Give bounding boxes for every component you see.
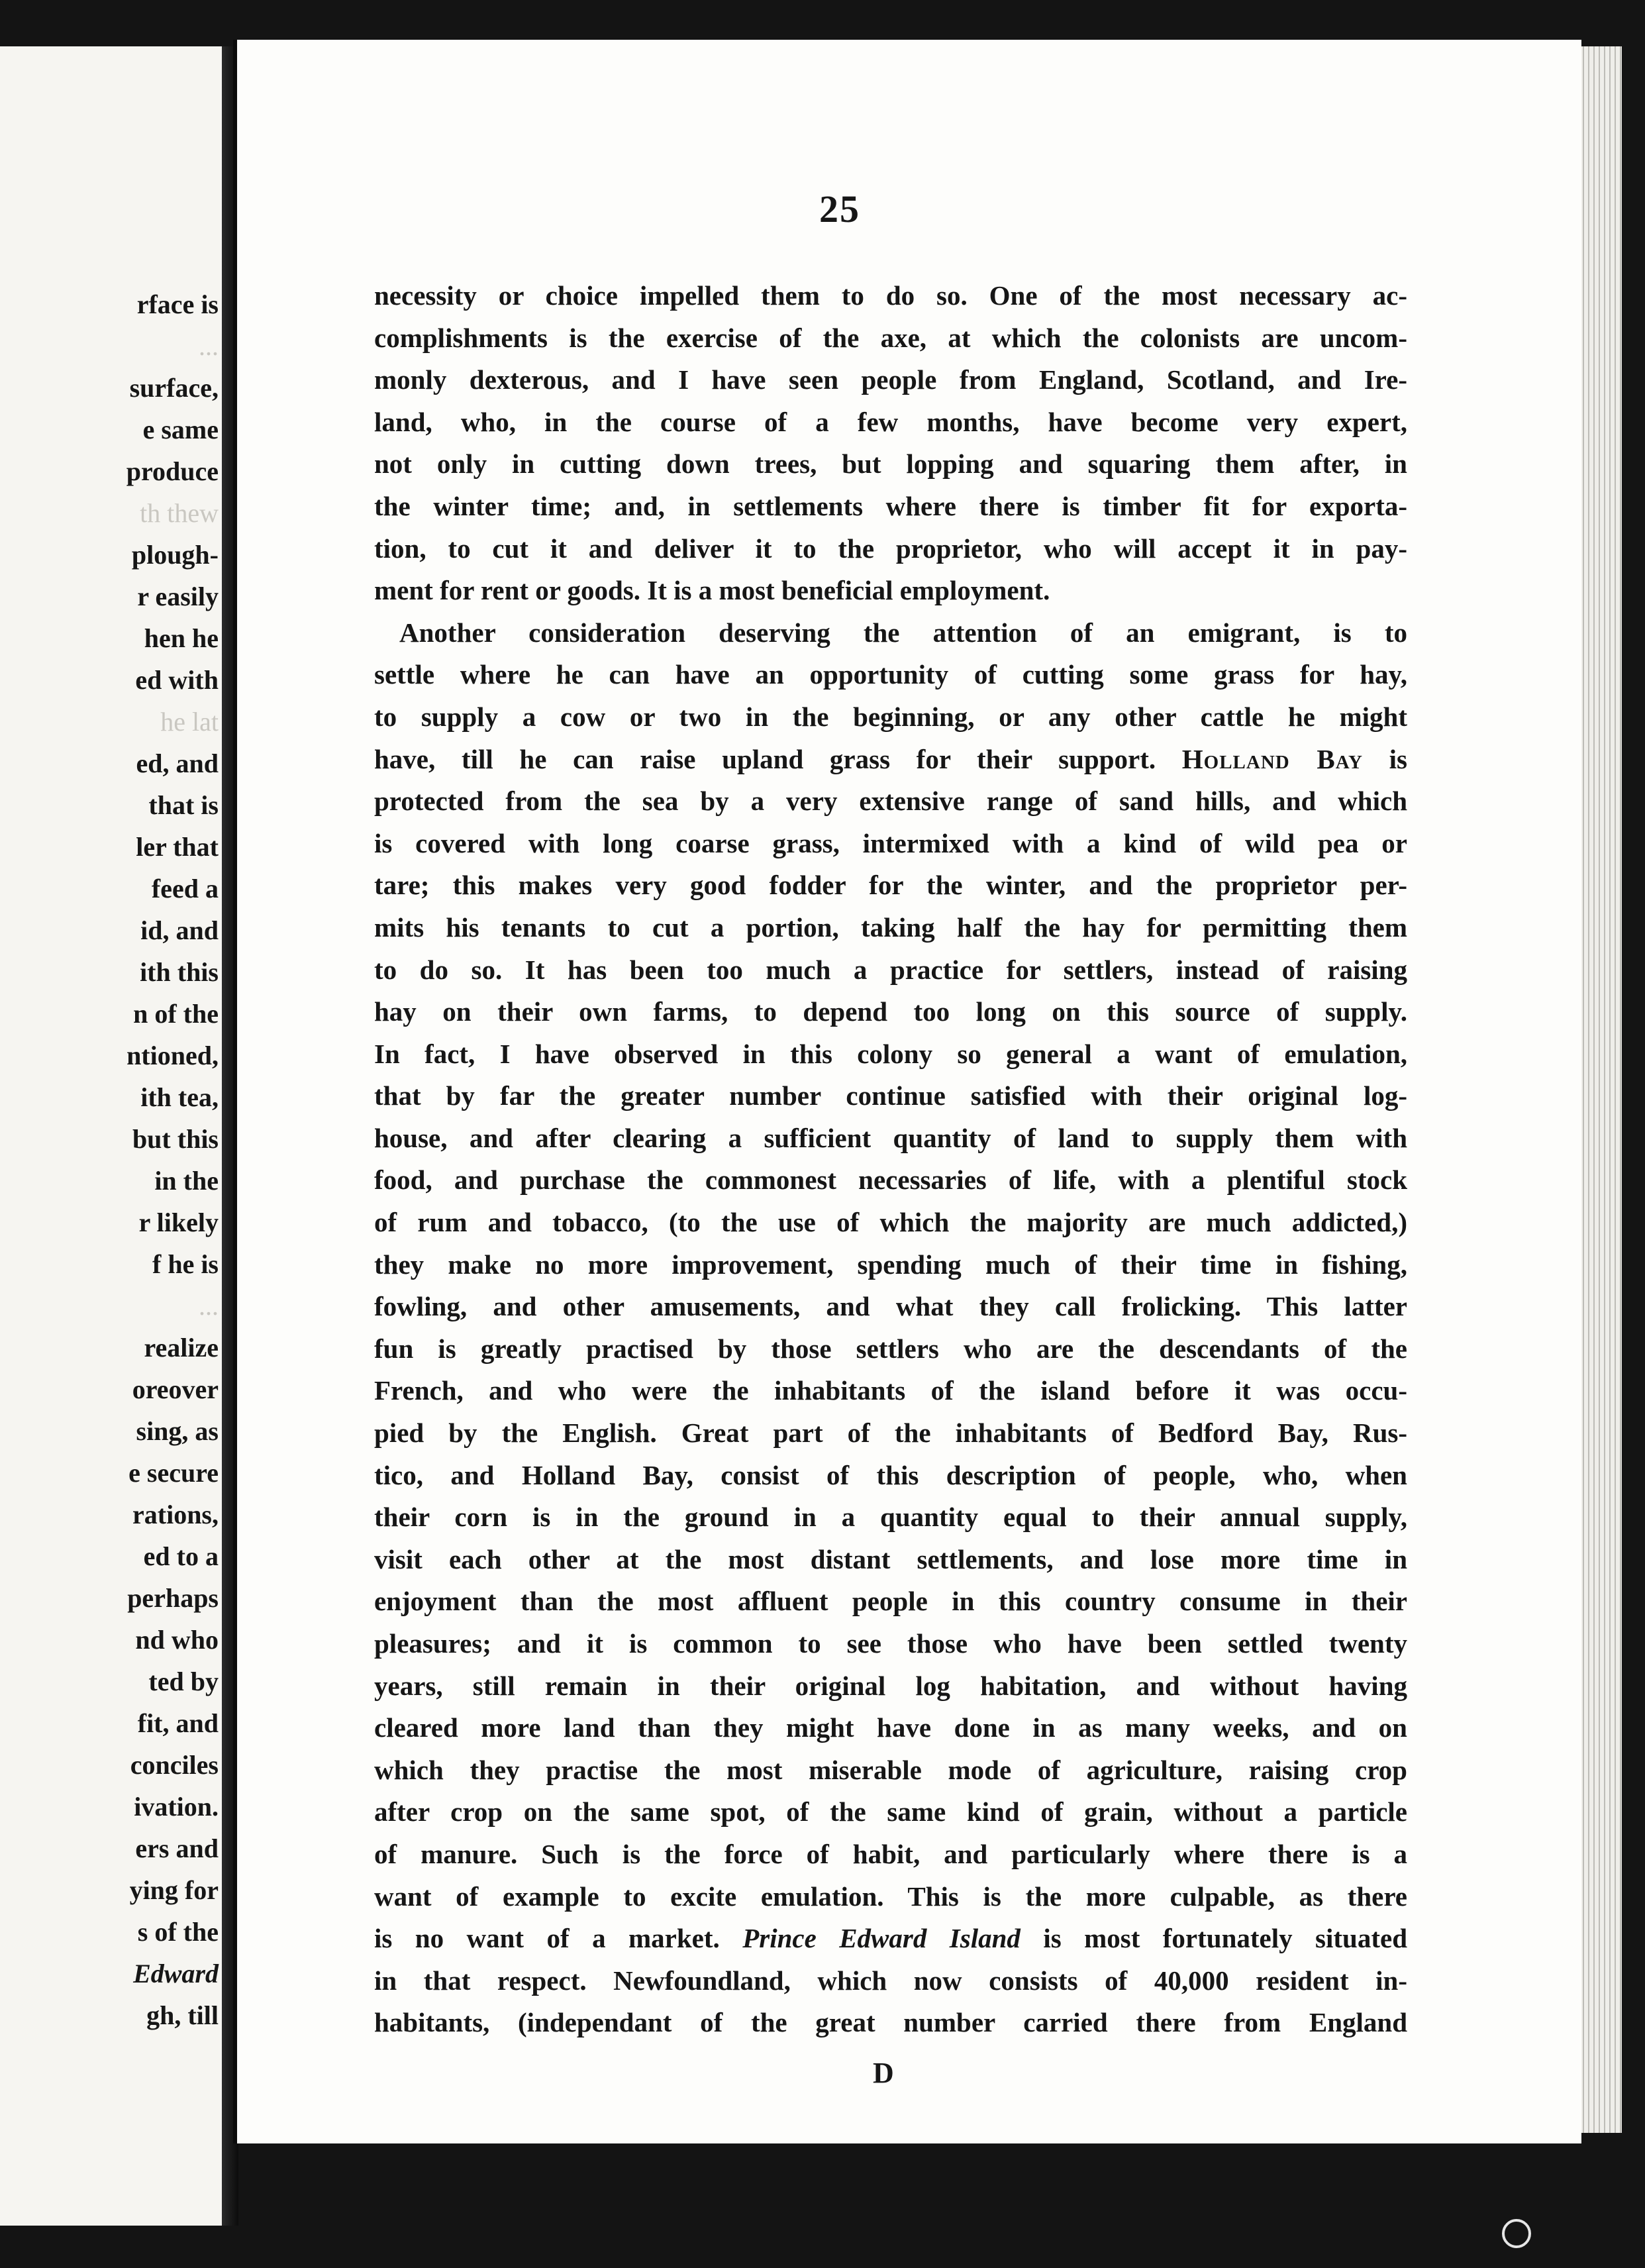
text-line xyxy=(374,1580,1407,1623)
text-run: to supply a cow or two in the beginning, or any other cattle he might xyxy=(374,701,1407,732)
text-line xyxy=(374,612,1407,654)
left-page-line: that is xyxy=(148,790,219,820)
left-page-line: e same xyxy=(142,415,219,444)
text-line xyxy=(374,739,1407,781)
text-line xyxy=(374,1960,1407,2002)
text-run: want of example to excite emulation. This is the more culpable, as there xyxy=(374,1881,1407,1912)
text-run: pleasures; and it is common to see those who have been settled twenty xyxy=(374,1628,1407,1659)
left-page-line: he lat xyxy=(160,707,219,737)
text-line xyxy=(374,1665,1407,1708)
text-line xyxy=(374,1075,1407,1117)
left-page-line: in the xyxy=(154,1166,219,1196)
text-run: hay on their own farms, to depend too long on this source of supply. xyxy=(374,996,1407,1027)
left-page-fragment xyxy=(0,46,233,2226)
text-line xyxy=(374,401,1407,444)
text-run: is covered with long coarse grass, intermixed with a kind of wild pea or xyxy=(374,827,1407,858)
text-run: tion, to cut it and deliver it to the proprietor, who will accept it in pay- xyxy=(374,533,1407,564)
left-page-line: ntioned, xyxy=(126,1041,219,1070)
text-run: pied by the English. Great part of the inhabitants of Bedford Bay, Rus- xyxy=(374,1418,1407,1449)
text-line xyxy=(374,1328,1407,1370)
left-page-line: plough- xyxy=(131,540,219,570)
text-run: of manure. Such is the force of habit, and particularly where there is a xyxy=(374,1838,1407,1869)
text-line xyxy=(374,1623,1407,1665)
text-run: necessity or choice impelled them to do so. One of the most necessary ac- xyxy=(374,280,1407,311)
text-line xyxy=(374,907,1407,949)
text-line xyxy=(374,486,1407,528)
left-page-line: ers and xyxy=(135,1833,219,1863)
left-page-line: surface, xyxy=(129,373,219,403)
text-run: complishments is the exercise of the axe, at which the colonists are uncom- xyxy=(374,322,1407,353)
left-page-line: gh, till xyxy=(146,2000,219,2030)
text-run: cleared more land than they might have done in as many weeks, and on xyxy=(374,1712,1407,1743)
left-page-line: ... xyxy=(199,1291,219,1321)
left-page-line: e secure xyxy=(128,1458,219,1488)
text-run: years, still remain in their original log habitation, and without having xyxy=(374,1670,1407,1701)
text-line xyxy=(374,1286,1407,1328)
text-run: their corn is in the ground in a quantity equal to their annual supply, xyxy=(374,1502,1407,1533)
text-line xyxy=(374,2002,1407,2044)
left-page-line: ed to a xyxy=(143,1541,219,1571)
text-run: in that respect. Newfoundland, which now consists of 40,000 resident in- xyxy=(374,1965,1407,1996)
left-page-line: rface is xyxy=(136,289,219,319)
text-run: ment for rent or goods. It is a most beneficial employment. xyxy=(374,575,1050,606)
text-line xyxy=(374,1876,1407,1918)
signature-mark: D xyxy=(873,2057,894,2089)
text-line xyxy=(374,570,1407,612)
text-run: that by far the greater number continue satisfied with their original log- xyxy=(374,1080,1407,1111)
text-run: fun is greatly practised by those settlers who are the descendants of the xyxy=(374,1333,1407,1364)
text-run: have, till he can raise upland grass for their support. xyxy=(374,743,1182,774)
text-line xyxy=(374,1539,1407,1581)
left-page-line: ler that xyxy=(136,832,219,862)
left-page-line: r easily xyxy=(137,582,219,611)
text-line xyxy=(374,1117,1407,1160)
text-run: is most fortunately situated xyxy=(1020,1923,1408,1954)
left-page-line: but this xyxy=(132,1124,219,1154)
text-run: of rum and tobacco, (to the use of which the majority are much addicted,) xyxy=(374,1207,1407,1238)
scan-corner-mark xyxy=(1502,2219,1531,2248)
text-run: protected from the sea by a very extensive range of sand hills, and which xyxy=(374,786,1407,817)
text-line xyxy=(374,991,1407,1033)
left-page-line: Edward xyxy=(133,1959,219,1988)
left-page-line: id, and xyxy=(140,915,219,945)
left-page-line: rations, xyxy=(132,1500,219,1529)
text-run: house, and after clearing a sufficient quantity of land to supply them with xyxy=(374,1122,1407,1153)
left-page-line: ying for xyxy=(129,1875,219,1905)
text-line xyxy=(374,1033,1407,1076)
left-page-line: sing, as xyxy=(136,1416,219,1446)
text-run: enjoyment than the most affluent people in this country consume in their xyxy=(374,1586,1407,1617)
text-line xyxy=(374,1918,1407,1960)
left-page-line: ted by xyxy=(148,1667,219,1696)
text-line xyxy=(374,1370,1407,1412)
page-number: 25 xyxy=(819,187,860,231)
text-run: mits his tenants to cut a portion, taking half the hay for permitting them xyxy=(374,911,1407,943)
text-line xyxy=(374,317,1407,360)
text-line xyxy=(374,1707,1407,1749)
text-line xyxy=(374,1791,1407,1833)
text-line xyxy=(374,443,1407,486)
text-line xyxy=(374,1455,1407,1497)
text-line xyxy=(374,1496,1407,1539)
text-run: they make no more improvement, spending much of their time in fishing, xyxy=(374,1249,1407,1280)
text-run: tico, and Holland Bay, consist of this description of people, who, when xyxy=(374,1459,1407,1490)
left-page-line: produce xyxy=(126,456,219,486)
text-line xyxy=(374,275,1407,317)
text-run: not only in cutting down trees, but lopping and squaring them after, in xyxy=(374,448,1407,480)
text-line xyxy=(374,696,1407,739)
text-run: to do so. It has been too much a practice for settlers, instead of raising xyxy=(374,954,1407,985)
text-run: is xyxy=(1362,743,1407,774)
left-page-line: fit, and xyxy=(137,1708,219,1738)
text-line xyxy=(374,864,1407,907)
text-run: Another consideration deserving the attention of an emigrant, is to xyxy=(399,617,1407,648)
text-line xyxy=(374,780,1407,823)
left-page-line: nd who xyxy=(135,1625,219,1655)
left-page-line: feed a xyxy=(151,874,219,903)
left-page-line: ivation. xyxy=(134,1792,219,1822)
text-run: the winter time; and, in settlements where there is timber fit for exporta- xyxy=(374,490,1407,521)
place-name: Holland Bay xyxy=(1181,743,1363,774)
text-line xyxy=(374,359,1407,401)
text-line xyxy=(374,949,1407,992)
left-page-line: n of the xyxy=(133,999,219,1029)
text-run: habitants, (independant of the great number carried there from England xyxy=(374,2007,1407,2038)
left-page-line: s of the xyxy=(137,1917,219,1947)
text-run: In fact, I have observed in this colony so general a want of emulation, xyxy=(374,1038,1407,1069)
text-run: fowling, and other amusements, and what they call frolicking. This latter xyxy=(374,1291,1407,1322)
left-page-line: ed, and xyxy=(136,748,219,778)
text-run: visit each other at the most distant settlements, and lose more time in xyxy=(374,1543,1407,1574)
left-page-line: ... xyxy=(199,331,219,361)
text-run: food, and purchase the commonest necessaries of life, with a plentiful stock xyxy=(374,1164,1407,1196)
italic-place-name: Prince Edward Island xyxy=(742,1923,1021,1954)
left-page-line: ith tea, xyxy=(140,1082,219,1112)
text-run: settle where he can have an opportunity of cutting some grass for hay, xyxy=(374,659,1407,690)
text-run: which they practise the most miserable mode of agriculture, raising crop xyxy=(374,1754,1407,1785)
text-line xyxy=(374,1412,1407,1455)
text-run: French, and who were the inhabitants of the island before it was occu- xyxy=(374,1375,1407,1406)
text-run: after crop on the same spot, of the same kind of grain, without a particle xyxy=(374,1796,1407,1828)
text-run: monly dexterous, and I have seen people from England, Scotland, and Ire- xyxy=(374,364,1407,395)
text-line xyxy=(374,1159,1407,1202)
left-page-line: hen he xyxy=(144,623,219,653)
body-text xyxy=(374,275,1407,2044)
left-page-line: oreover xyxy=(132,1374,219,1404)
text-line xyxy=(374,654,1407,696)
left-page-line: f he is xyxy=(152,1249,219,1279)
left-page-line: realize xyxy=(144,1333,219,1363)
text-line xyxy=(374,1202,1407,1244)
left-page-line: ed with xyxy=(135,665,219,695)
text-run: land, who, in the course of a few months, have become very expert, xyxy=(374,406,1407,437)
text-run: tare; this makes very good fodder for the winter, and the proprietor per- xyxy=(374,870,1407,901)
text-line xyxy=(374,1749,1407,1792)
text-run: is no want of a market. xyxy=(374,1923,743,1954)
text-line xyxy=(374,1244,1407,1286)
left-page-line: r likely xyxy=(138,1208,219,1237)
left-page-line: ith this xyxy=(140,957,219,987)
left-page-line: conciles xyxy=(130,1750,219,1780)
left-page-line: th thew xyxy=(140,498,219,528)
text-line xyxy=(374,1833,1407,1876)
text-line xyxy=(374,823,1407,865)
text-line xyxy=(374,528,1407,570)
left-page-line: perhaps xyxy=(127,1583,219,1613)
